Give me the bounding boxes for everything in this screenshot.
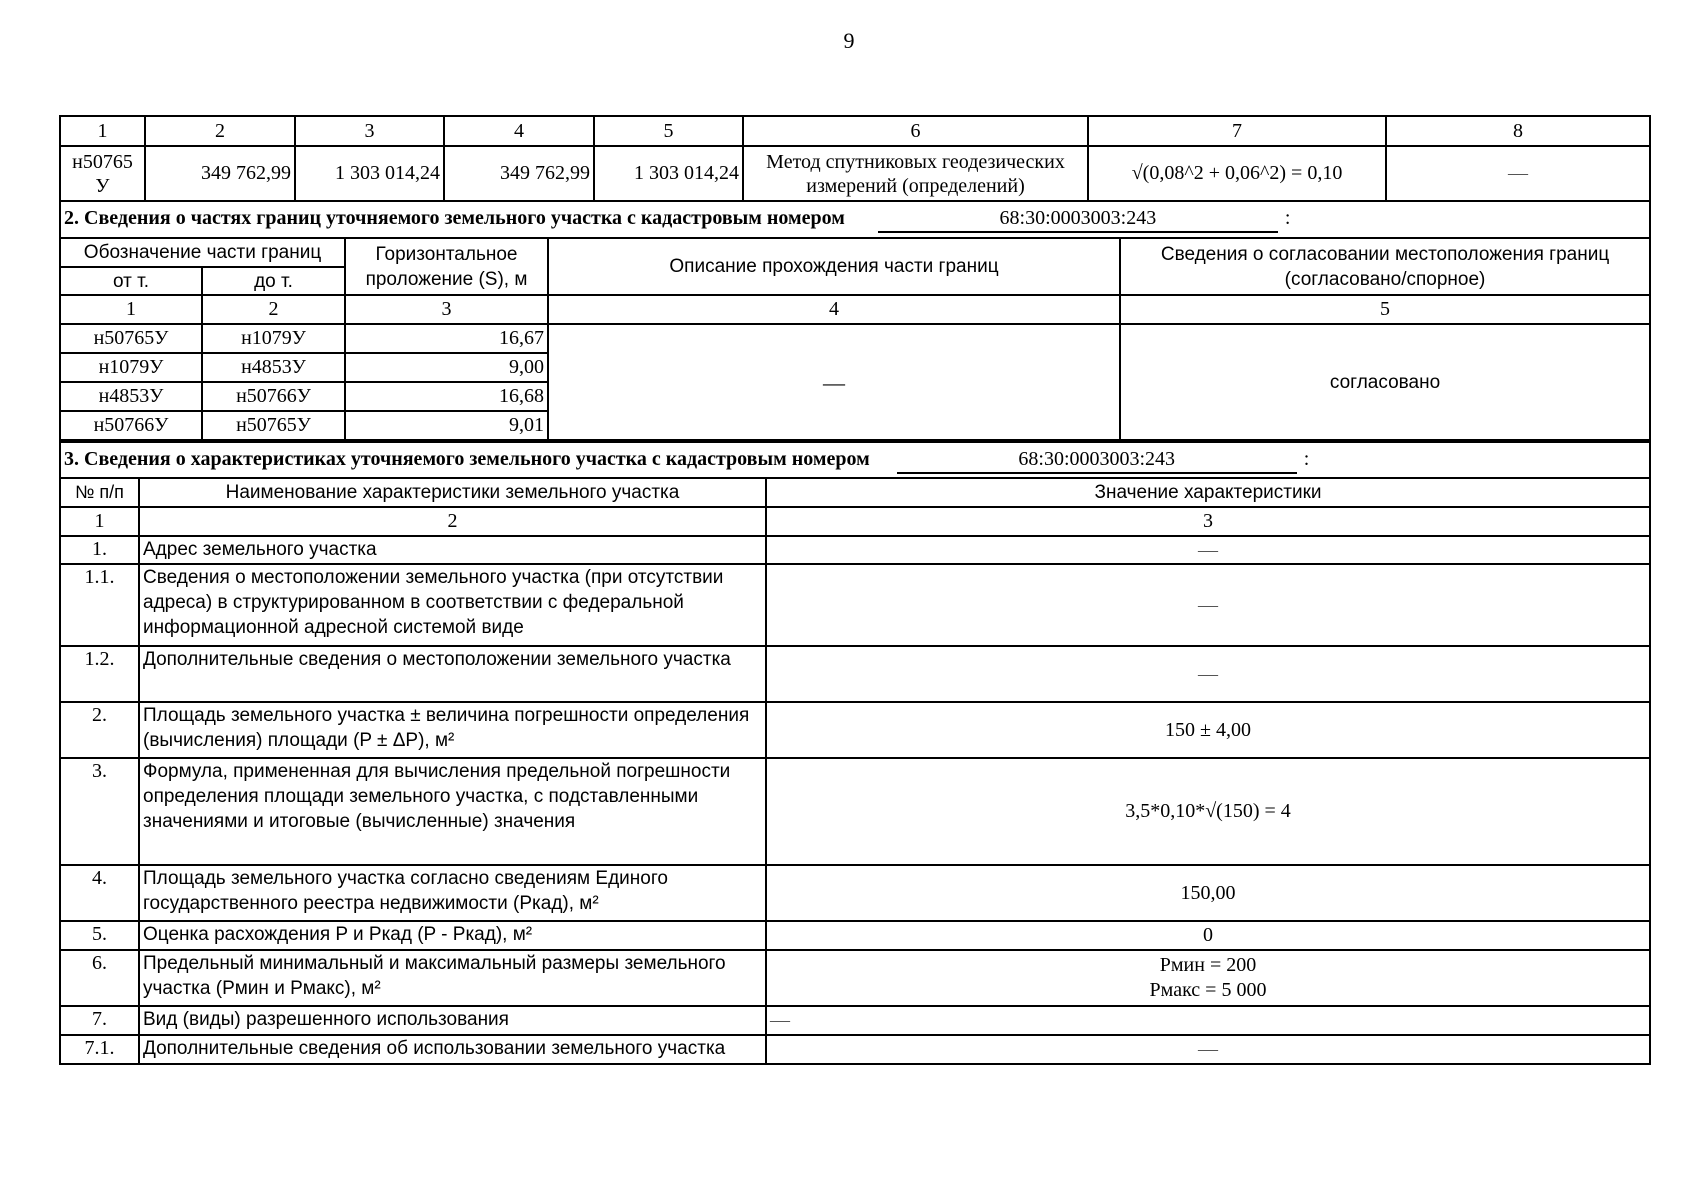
col-num: 2	[139, 507, 766, 536]
characteristic-name: Вид (виды) разрешенного использования	[139, 1006, 766, 1035]
characteristic-value: —	[766, 1035, 1650, 1064]
characteristic-value: 0	[766, 921, 1650, 950]
characteristic-row	[60, 1035, 1650, 1064]
row-number: 7.1.	[60, 1035, 139, 1064]
coordinate-row	[60, 146, 1650, 201]
section3-title: 3. Сведения о характеристиках уточняемого земельного участка с кадастровым номером	[64, 447, 870, 470]
from-point: н50765У	[60, 324, 202, 353]
characteristic-value: —	[766, 1006, 1650, 1035]
section3-cadastral-number: 68:30:0003003:243	[897, 447, 1297, 474]
col-num: 1	[60, 116, 145, 146]
col-num: 7	[1088, 116, 1386, 146]
description-value: —	[548, 324, 1120, 440]
note: —	[1386, 146, 1650, 201]
characteristic-name: Дополнительные сведения об использовании земельного участка	[139, 1035, 766, 1064]
agreement-value: согласовано	[1120, 324, 1650, 440]
characteristic-name: Формула, примененная для вычисления предельной погрешности определения площади земельного участка, с подставленными значениями и итоговые (вычисленные) значения	[139, 758, 766, 865]
characteristic-value: 3,5*0,10*√(150) = 4	[766, 758, 1650, 865]
row-number: 2.	[60, 702, 139, 758]
section2-title: 2. Сведения о частях границ уточняемого земельного участка с кадастровым номером	[64, 207, 845, 229]
section2-colon: :	[1284, 207, 1291, 229]
section2-cadastral-number: 68:30:0003003:243	[878, 206, 1278, 233]
p-min-value: Pмин = 200	[1159, 954, 1257, 976]
row-number: 1.1.	[60, 564, 139, 646]
col-num: 2	[202, 295, 345, 324]
head-no: № п/п	[60, 478, 139, 507]
characteristic-value: —	[766, 564, 1650, 646]
row-number: 1.	[60, 536, 139, 564]
characteristic-row	[60, 536, 1650, 564]
page-number: 9	[843, 28, 855, 53]
characteristic-value: 150 ± 4,00	[766, 702, 1650, 758]
characteristic-name: Предельный минимальный и максимальный размеры земельного участка (Pмин и Pмакс), м²	[139, 950, 766, 1006]
characteristic-row	[60, 1006, 1650, 1035]
to-point: н50766У	[202, 382, 345, 411]
row-number: 4.	[60, 865, 139, 921]
characteristic-name: Адрес земельного участка	[139, 536, 766, 564]
head-to: до т.	[202, 267, 345, 295]
characteristic-value: —	[766, 646, 1650, 702]
head-designation: Обозначение части границ	[60, 238, 345, 267]
section3-colon: :	[1303, 447, 1310, 470]
characteristic-row	[60, 564, 1650, 646]
head-horizontal: Горизонтальное проложение (S), м	[345, 238, 548, 295]
col-num: 4	[548, 295, 1120, 324]
column-number-row	[60, 116, 1650, 146]
head-value: Значение характеристики	[766, 478, 1650, 507]
row-number: 6.	[60, 950, 139, 1006]
row-number: 5.	[60, 921, 139, 950]
point-label: н50765 У	[60, 146, 145, 201]
characteristic-value: —	[766, 536, 1650, 564]
method: Метод спутниковых геодезических измерений (определений)	[743, 146, 1088, 201]
coordinates-table	[59, 115, 1651, 202]
head-name: Наименование характеристики земельного участка	[139, 478, 766, 507]
accuracy-formula: √(0,08^2 + 0,06^2) = 0,10	[1088, 146, 1386, 201]
characteristic-row	[60, 758, 1650, 865]
characteristic-row	[60, 921, 1650, 950]
characteristic-name: Оценка расхождения P и Pкад (P - Pкад), м²	[139, 921, 766, 950]
p-max-value: Pмакс = 5 000	[1149, 979, 1267, 1001]
section3-num-row	[60, 507, 1650, 536]
horizontal-distance: 16,67	[345, 324, 548, 353]
y-old: 1 303 014,24	[295, 146, 444, 201]
section3-title-row	[60, 442, 1650, 478]
characteristic-row	[60, 865, 1650, 921]
col-num: 4	[444, 116, 594, 146]
col-num: 5	[594, 116, 743, 146]
section3-title-cell	[60, 442, 1650, 478]
y-new: 1 303 014,24	[594, 146, 743, 201]
from-point: н1079У	[60, 353, 202, 382]
boundary-row	[60, 324, 1650, 353]
col-num: 3	[345, 295, 548, 324]
characteristic-name: Площадь земельного участка согласно сведениям Единого государственного реестра недвижимости (Pкад), м²	[139, 865, 766, 921]
section2-num-row	[60, 295, 1650, 324]
section2-head-row	[60, 238, 1650, 267]
col-num: 1	[60, 507, 139, 536]
characteristic-name: Сведения о местоположении земельного участка (при отсутствии адреса) в структурированном в соответствии с федеральной информационной адресной системой виде	[139, 564, 766, 646]
col-num: 1	[60, 295, 202, 324]
to-point: н4853У	[202, 353, 345, 382]
characteristic-name: Площадь земельного участка ± величина погрешности определения (вычисления) площади (P ± ΔP), м²	[139, 702, 766, 758]
col-num: 5	[1120, 295, 1650, 324]
boundary-parts-table	[59, 200, 1651, 441]
row-number: 7.	[60, 1006, 139, 1035]
col-num: 6	[743, 116, 1088, 146]
characteristic-row	[60, 702, 1650, 758]
row-number: 3.	[60, 758, 139, 865]
horizontal-distance: 9,00	[345, 353, 548, 382]
section3-head-row	[60, 478, 1650, 507]
to-point: н50765У	[202, 411, 345, 440]
characteristic-name: Дополнительные сведения о местоположении земельного участка	[139, 646, 766, 702]
section2-title-row	[60, 201, 1650, 238]
characteristic-value: 150,00	[766, 865, 1650, 921]
head-description: Описание прохождения части границ	[548, 238, 1120, 295]
section2-title-cell	[60, 201, 1650, 238]
x-new: 349 762,99	[444, 146, 594, 201]
col-num: 2	[145, 116, 295, 146]
characteristics-table	[59, 441, 1651, 1065]
col-num: 3	[295, 116, 444, 146]
horizontal-distance: 16,68	[345, 382, 548, 411]
head-agreement: Сведения о согласовании местоположения границ (согласовано/спорное)	[1120, 238, 1650, 295]
x-old: 349 762,99	[145, 146, 295, 201]
from-point: н50766У	[60, 411, 202, 440]
characteristic-value	[766, 950, 1650, 1006]
to-point: н1079У	[202, 324, 345, 353]
head-from: от т.	[60, 267, 202, 295]
from-point: н4853У	[60, 382, 202, 411]
horizontal-distance: 9,01	[345, 411, 548, 440]
characteristic-row	[60, 646, 1650, 702]
characteristic-row	[60, 950, 1650, 1006]
col-num: 8	[1386, 116, 1650, 146]
col-num: 3	[766, 507, 1650, 536]
row-number: 1.2.	[60, 646, 139, 702]
